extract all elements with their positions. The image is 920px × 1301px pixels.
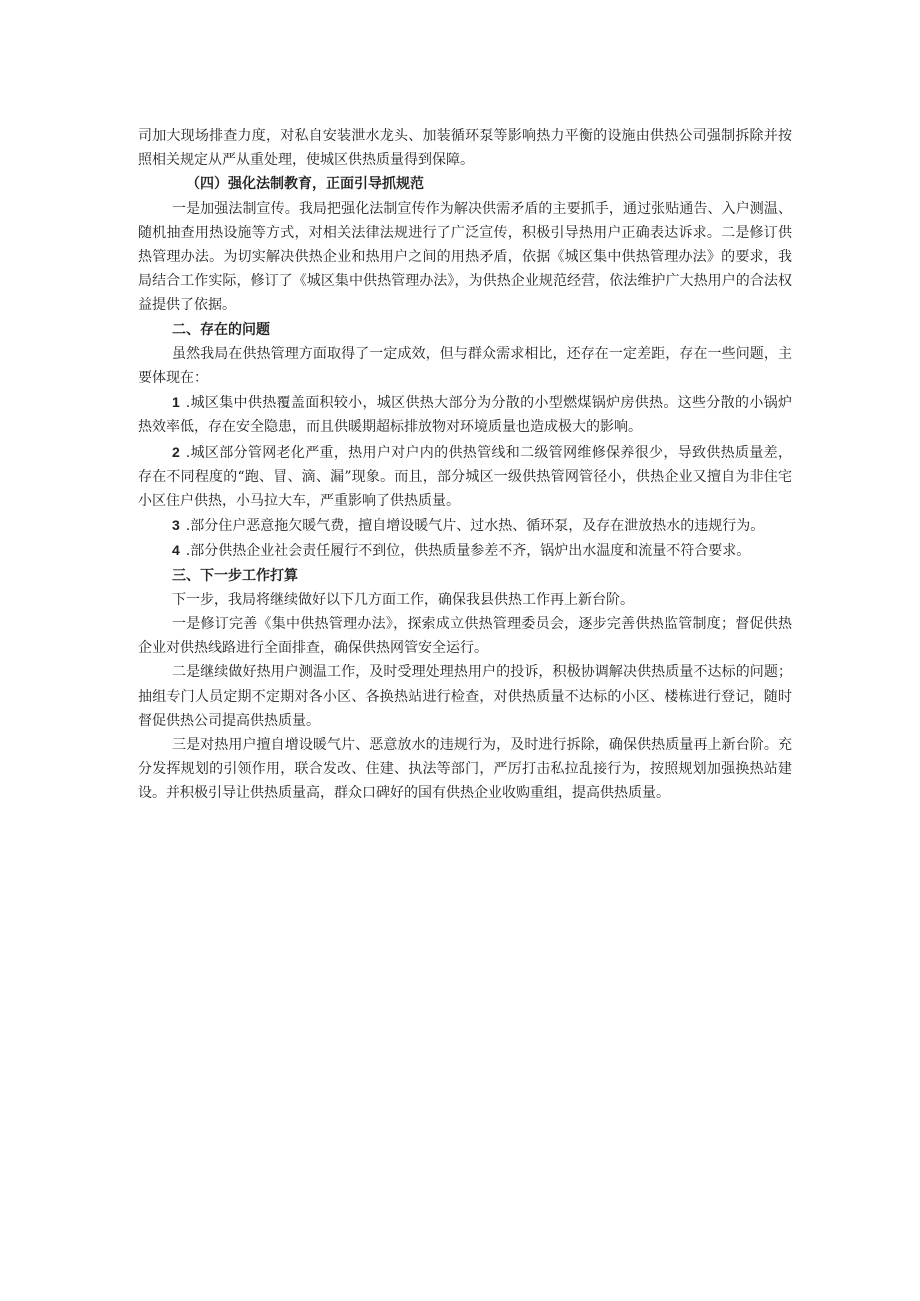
issue-number: 3 [172,517,180,534]
issue-item-1 [138,390,792,439]
issue-number: 2 [172,443,180,460]
issue-number: 4 [172,542,180,559]
paragraph-plan-3: 三是对热用户擅自增设暖气片、恶意放水的违规行为，及时进行拆除，确保供热质量再上新台阶。充分发挥规划的引领作用，联合发改、住建、执法等部门，严厉打击私拉乱接行为，按照规划加强换热站建设。并积极引导让供热质量高，群众口碑好的国有供热企业收购重组，提高供热质量。 [138,737,792,802]
issue-number: 1 [172,394,180,411]
paragraph-continuation: 司加大现场排查力度，对私自安装泄水龙头、加装循环泵等影响热力平衡的设施由供热公司强制拆除并按照相关规定从严从重处理，使城区供热质量得到保障。 [138,128,792,169]
subsection-heading-4: （四）强化法制教育，正面引导抓规范 [186,176,424,193]
issue-text: .城区集中供热覆盖面积较小，城区供热大部分为分散的小型燃煤锅炉房供热。这些分散的小锅炉热效率低，存在安全隐患，而且供暖期超标排放物对环境质量也造成极大的影响。 [138,395,792,436]
paragraph-next-steps-intro: 下一步，我局将继续做好以下几方面工作，确保我县供热工作再上新台阶。 [172,591,634,608]
paragraph-problems-intro: 虽然我局在供热管理方面取得了一定成效，但与群众需求相比，还存在一定差距，存在一些问题，主要体现在： [138,345,792,387]
issue-item-3 [138,513,792,538]
paragraph-legal-education: 一是加强法制宣传。我局把强化法制宣传作为解决供需矛盾的主要抓手，通过张贴通告、入户测温、随机抽查用热设施等方式，对相关法律法规进行了广泛宣传，积极引导热用户正确表达诉求。二是修订供热管理办法。为切实解决供热企业和热用户之间的用热矛盾，依据《城区集中供热管理办法》的要求，我局结合工作实际，修订了《城区集中供热管理办法》，为供热企业规范经营，依法维护广大热用户的合法权益提供了依据。 [138,200,792,314]
issue-item-2 [138,440,792,514]
section-heading-next-steps: 三、下一步工作打算 [172,567,298,584]
issue-text: .部分供热企业社会责任履行不到位，供热质量参差不齐，锅炉出水温度和流量不符合要求。 [185,543,751,560]
issue-item-4 [138,538,792,563]
issue-text: .部分住户恶意拖欠暖气费，擅自增设暖气片、过水热、循环泵，及存在泄放热水的违规行为。 [185,518,765,535]
paragraph-plan-1: 一是修订完善《集中供热管理办法》，探索成立供热管理委员会，逐步完善供热监管制度；督促供热企业对供热线路进行全面排查，确保供热网管安全运行。 [138,616,792,657]
document-body [138,124,792,806]
issue-text: .城区部分管网老化严重，热用户对户内的供热管线和二级管网维修保养很少，导致供热质量差，存在不同程度的“跑、冒、滴、漏”现象。而且，部分城区一级供热管网管径小，供热企业又擅自为非住宅小区住户供热，小马拉大车，严重影响了供热质量。 [138,444,792,510]
paragraph-plan-2: 二是继续做好热用户测温工作，及时受理处理热用户的投诉，积极协调解决供热质量不达标的问题；抽组专门人员定期不定期对各小区、各换热站进行检查，对供热质量不达标的小区、楼栋进行登记，随时督促供热公司提高供热质量。 [138,664,792,729]
section-heading-problems: 二、存在的问题 [172,321,270,338]
